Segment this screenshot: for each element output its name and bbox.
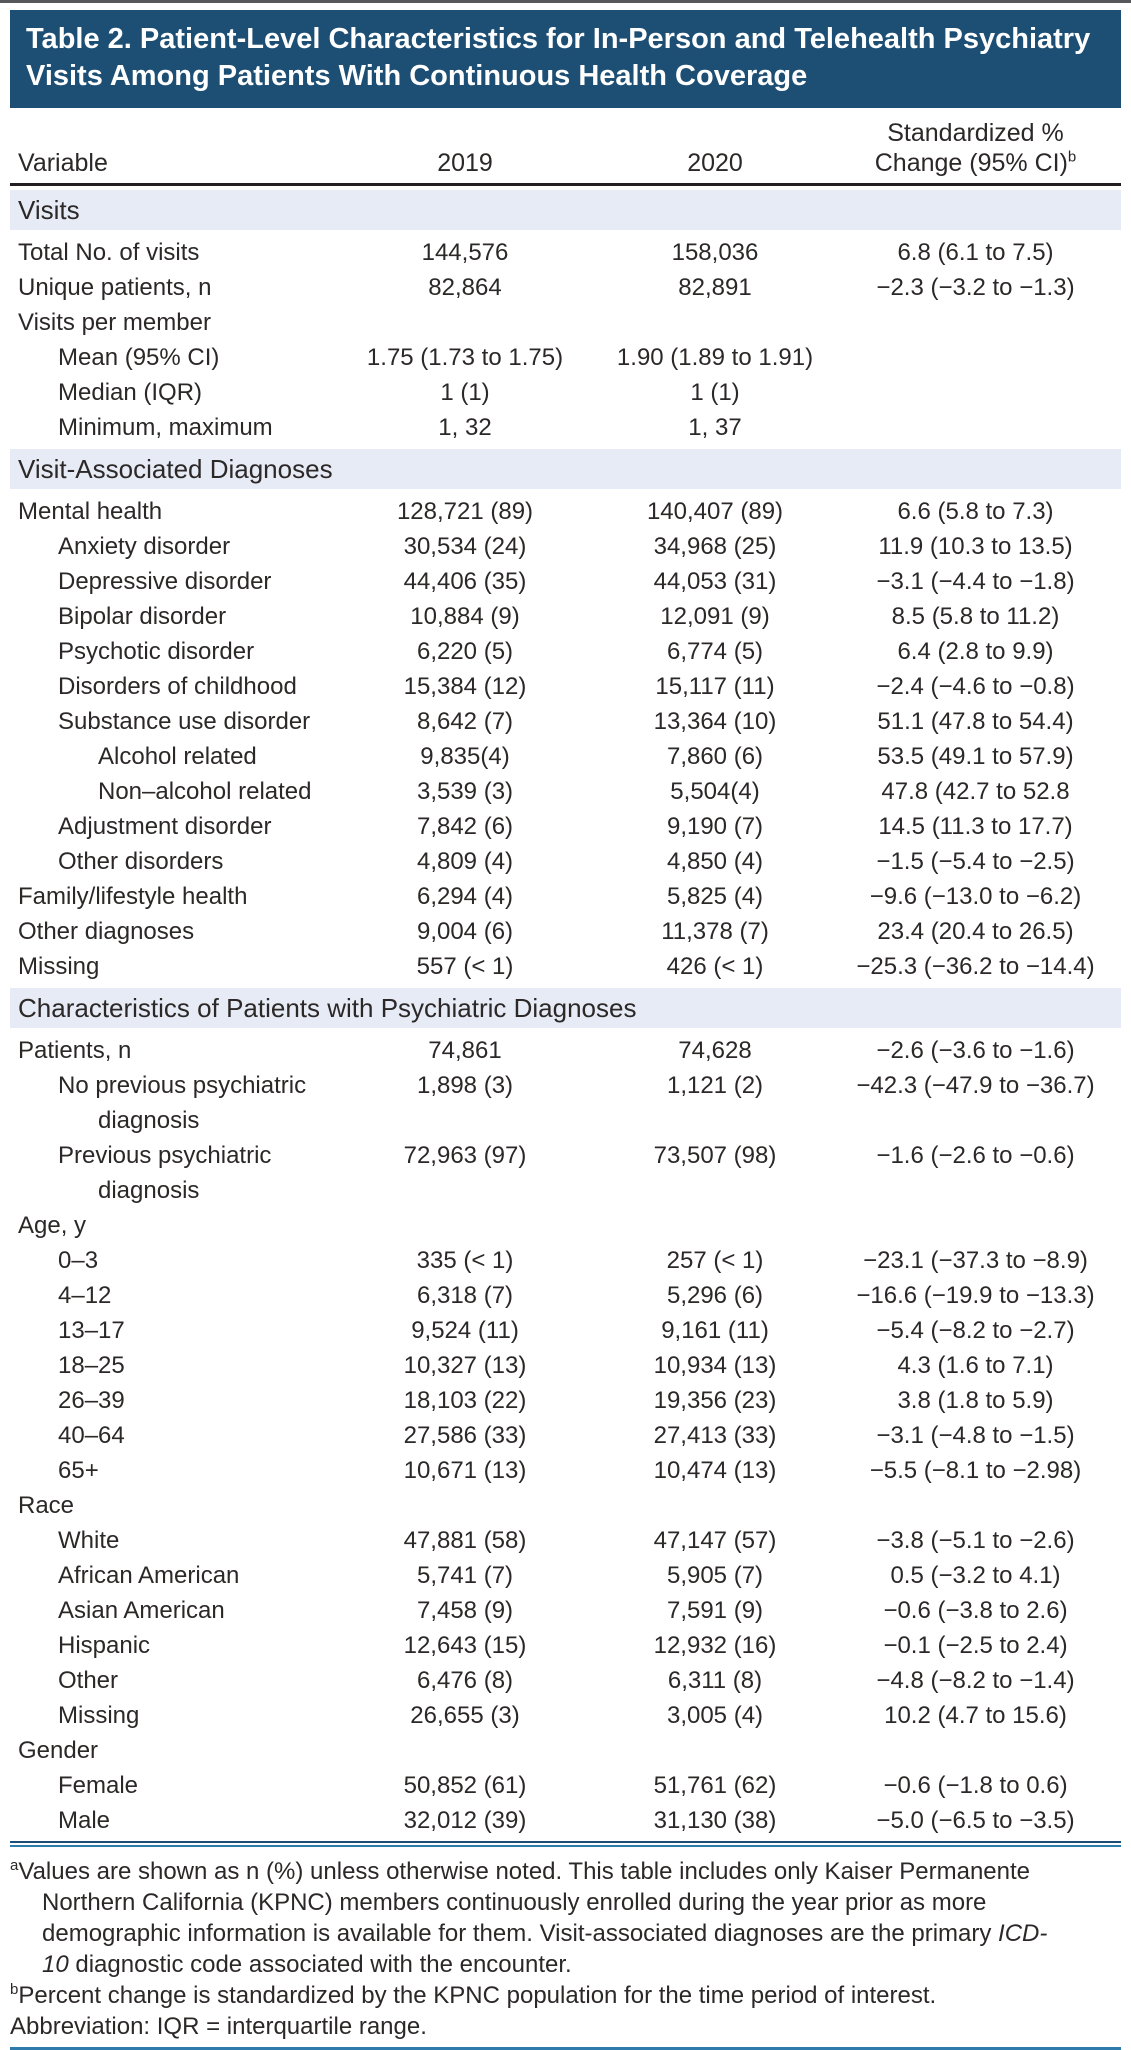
cell-2020: 31,130 (38) bbox=[653, 1807, 777, 1834]
footnote-b-marker: b bbox=[10, 1981, 19, 1998]
footnote-b-text: Percent change is standardized by the KPNC population for the time period of interest. bbox=[18, 1982, 937, 2009]
cell-2019: 1.75 (1.73 to 1.75) bbox=[366, 344, 564, 371]
section-header bbox=[10, 988, 1121, 1028]
section-rows bbox=[10, 235, 1121, 445]
column-header-change-line1: Standardized % bbox=[887, 119, 1064, 147]
table-row bbox=[10, 1138, 1121, 1208]
table-section bbox=[10, 988, 1121, 1838]
row-label: Psychotic disorder bbox=[58, 638, 255, 665]
table-row bbox=[10, 1523, 1121, 1558]
cell-2020: 1, 37 bbox=[688, 414, 742, 441]
cell-change: 6.8 (6.1 to 7.5) bbox=[897, 239, 1054, 266]
row-label: Alcohol related bbox=[98, 743, 257, 770]
cell-2019: 7,458 (9) bbox=[416, 1597, 514, 1624]
row-label: White bbox=[58, 1527, 120, 1554]
cell-2020: 12,091 (9) bbox=[660, 603, 770, 630]
cell-2019: 9,835(4) bbox=[420, 743, 510, 770]
cell-change: 3.8 (1.8 to 5.9) bbox=[897, 1387, 1054, 1414]
cell-change: −3.8 (−5.1 to −2.6) bbox=[876, 1527, 1075, 1554]
cell-change: −1.5 (−5.4 to −2.5) bbox=[876, 848, 1075, 875]
table-row bbox=[10, 340, 1121, 375]
table-row bbox=[10, 739, 1121, 774]
table-row bbox=[10, 844, 1121, 879]
table-row bbox=[10, 774, 1121, 809]
row-label: Hispanic bbox=[58, 1632, 151, 1659]
cell-2020: 1.90 (1.89 to 1.91) bbox=[616, 344, 814, 371]
row-label: Previous psychiatric diagnosis bbox=[58, 1142, 272, 1204]
cell-2020: 140,407 (89) bbox=[646, 498, 784, 525]
column-header-variable: Variable bbox=[18, 149, 108, 177]
cell-2020: 13,364 (10) bbox=[653, 708, 777, 735]
cell-2020: 27,413 (33) bbox=[653, 1422, 777, 1449]
footnote-a-text-end: diagnostic code associated with the encounter. bbox=[68, 1951, 572, 1978]
footnote-a-italic-term: ICD-10 bbox=[42, 1920, 1048, 1978]
table-row bbox=[10, 1208, 1121, 1243]
row-label: Median (IQR) bbox=[58, 379, 203, 406]
row-label: Minimum, maximum bbox=[58, 414, 273, 441]
table-row bbox=[10, 375, 1121, 410]
cell-2019: 72,963 (97) bbox=[403, 1142, 527, 1169]
table-row bbox=[10, 599, 1121, 634]
table-row bbox=[10, 1383, 1121, 1418]
row-label: No previous psychiatric diagnosis bbox=[58, 1072, 307, 1134]
table-row bbox=[10, 1348, 1121, 1383]
cell-2020: 12,932 (16) bbox=[653, 1632, 777, 1659]
cell-2019: 4,809 (4) bbox=[416, 848, 514, 875]
cell-2019: 12,643 (15) bbox=[403, 1632, 527, 1659]
column-header-2020: 2020 bbox=[687, 149, 743, 177]
table-row bbox=[10, 1068, 1121, 1138]
section-header-label: Visits bbox=[18, 195, 80, 225]
section-header bbox=[10, 190, 1121, 230]
cell-change: −5.5 (−8.1 to −2.98) bbox=[869, 1457, 1082, 1484]
row-label: 13–17 bbox=[58, 1317, 125, 1344]
row-label: Visits per member bbox=[18, 309, 211, 336]
cell-change: 0.5 (−3.2 to 4.1) bbox=[890, 1562, 1061, 1589]
cell-2019: 50,852 (61) bbox=[403, 1772, 527, 1799]
row-label: 65+ bbox=[58, 1457, 99, 1484]
cell-change: −2.3 (−3.2 to −1.3) bbox=[876, 274, 1075, 301]
cell-change: −23.1 (−37.3 to −8.9) bbox=[863, 1247, 1088, 1274]
table-row bbox=[10, 949, 1121, 984]
table-row bbox=[10, 1278, 1121, 1313]
table-row bbox=[10, 1803, 1121, 1838]
table-row bbox=[10, 410, 1121, 445]
row-label: Missing bbox=[18, 953, 100, 980]
row-label: Other bbox=[58, 1667, 119, 1694]
table-row bbox=[10, 704, 1121, 739]
cell-2020: 9,161 (11) bbox=[661, 1317, 769, 1344]
cell-2020: 426 (< 1) bbox=[666, 953, 764, 980]
cell-change: 14.5 (11.3 to 17.7) bbox=[878, 813, 1073, 840]
cell-2019: 9,004 (6) bbox=[416, 918, 514, 945]
row-label: Unique patients, n bbox=[18, 274, 212, 301]
cell-change: 11.9 (10.3 to 13.5) bbox=[878, 533, 1073, 560]
table-row bbox=[10, 1628, 1121, 1663]
column-header-change-footnote-marker: b bbox=[1067, 148, 1077, 166]
cell-2019: 557 (< 1) bbox=[416, 953, 514, 980]
table-row bbox=[10, 1593, 1121, 1628]
cell-2019: 82,864 bbox=[428, 274, 502, 301]
row-label: Age, y bbox=[18, 1212, 87, 1239]
cell-change: 6.6 (5.8 to 7.3) bbox=[897, 498, 1054, 525]
cell-change: −2.6 (−3.6 to −1.6) bbox=[876, 1037, 1075, 1064]
cell-2020: 19,356 (23) bbox=[653, 1387, 777, 1414]
table-row bbox=[10, 879, 1121, 914]
row-label: Non–alcohol related bbox=[98, 778, 312, 805]
table-title: Table 2. Patient-Level Characteristics for In-Person and Telehealth Psychiatry Visits Among Patients With Continuous Health Coverage bbox=[10, 10, 1121, 108]
cell-2019: 1 (1) bbox=[440, 379, 490, 406]
cell-2020: 10,474 (13) bbox=[653, 1457, 777, 1484]
cell-2019: 6,294 (4) bbox=[416, 883, 514, 910]
cell-2019: 128,721 (89) bbox=[396, 498, 534, 525]
cell-change: 47.8 (42.7 to 52.8 bbox=[881, 778, 1070, 805]
table-row bbox=[10, 669, 1121, 704]
table-content bbox=[10, 10, 1121, 2050]
cell-2019: 15,384 (12) bbox=[403, 673, 527, 700]
table-row bbox=[10, 1313, 1121, 1348]
cell-2019: 9,524 (11) bbox=[411, 1317, 519, 1344]
column-header-change-line2: Change (95% CI) bbox=[874, 149, 1068, 177]
cell-2019: 6,220 (5) bbox=[416, 638, 514, 665]
cell-2019: 44,406 (35) bbox=[403, 568, 527, 595]
footnote-a bbox=[10, 1856, 1058, 1980]
cell-2019: 1,898 (3) bbox=[416, 1072, 514, 1099]
footnote-abbreviation: Abbreviation: IQR = interquartile range. bbox=[10, 2013, 427, 2040]
cell-change: −5.0 (−6.5 to −3.5) bbox=[876, 1807, 1075, 1834]
cell-2019: 1, 32 bbox=[438, 414, 492, 441]
footnote-a-text: Values are shown as n (%) unless otherwise noted. This table includes only Kaiser Permanente Northern California (KPNC) members continuously enrolled during the year prior as more demographic information is available for them. Visit-associated diagnoses are the primary bbox=[18, 1858, 1030, 1947]
row-label: Asian American bbox=[58, 1597, 225, 1624]
row-label: Patients, n bbox=[18, 1037, 132, 1064]
row-label: Mean (95% CI) bbox=[58, 344, 220, 371]
cell-2019: 74,861 bbox=[428, 1037, 502, 1064]
table-row bbox=[10, 305, 1121, 340]
row-label: African American bbox=[58, 1562, 240, 1589]
cell-change: −0.6 (−1.8 to 0.6) bbox=[883, 1772, 1068, 1799]
section-rows bbox=[10, 494, 1121, 984]
table-row bbox=[10, 1243, 1121, 1278]
table-row bbox=[10, 914, 1121, 949]
cell-change: −5.4 (−8.2 to −2.7) bbox=[876, 1317, 1075, 1344]
page-top-rule bbox=[0, 0, 1131, 3]
table-section bbox=[10, 190, 1121, 445]
cell-2020: 11,378 (7) bbox=[661, 918, 769, 945]
cell-2019: 335 (< 1) bbox=[416, 1247, 514, 1274]
table-row bbox=[10, 1698, 1121, 1733]
row-label: Adjustment disorder bbox=[58, 813, 272, 840]
column-header-2019: 2019 bbox=[437, 149, 493, 177]
footnote-b bbox=[10, 1980, 1058, 2011]
footnote-a-marker: a bbox=[10, 1857, 19, 1874]
cell-2020: 34,968 (25) bbox=[653, 533, 777, 560]
cell-2019: 32,012 (39) bbox=[403, 1807, 527, 1834]
cell-change: −0.1 (−2.5 to 2.4) bbox=[883, 1632, 1068, 1659]
cell-2020: 257 (< 1) bbox=[666, 1247, 764, 1274]
cell-change: 10.2 (4.7 to 15.6) bbox=[884, 1702, 1067, 1729]
cell-2019: 26,655 (3) bbox=[410, 1702, 520, 1729]
row-label: Race bbox=[18, 1492, 75, 1519]
row-label: Depressive disorder bbox=[58, 568, 272, 595]
table-row bbox=[10, 1033, 1121, 1068]
cell-2020: 5,296 (6) bbox=[666, 1282, 764, 1309]
cell-change: 23.4 (20.4 to 26.5) bbox=[877, 918, 1074, 945]
cell-2020: 6,311 (8) bbox=[667, 1667, 763, 1694]
table-row bbox=[10, 270, 1121, 305]
table-row bbox=[10, 1488, 1121, 1523]
section-rows bbox=[10, 1033, 1121, 1838]
cell-change: −4.8 (−8.2 to −1.4) bbox=[876, 1667, 1075, 1694]
cell-2020: 82,891 bbox=[678, 274, 752, 301]
cell-2019: 47,881 (58) bbox=[403, 1527, 527, 1554]
cell-2019: 10,671 (13) bbox=[403, 1457, 527, 1484]
row-label: Anxiety disorder bbox=[58, 533, 231, 560]
cell-2020: 73,507 (98) bbox=[653, 1142, 777, 1169]
table-row bbox=[10, 564, 1121, 599]
cell-change: 4.3 (1.6 to 7.1) bbox=[897, 1352, 1054, 1379]
cell-2020: 7,860 (6) bbox=[666, 743, 764, 770]
cell-2020: 15,117 (11) bbox=[655, 673, 775, 700]
cell-change: −25.3 (−36.2 to −14.4) bbox=[856, 953, 1095, 980]
row-label: 40–64 bbox=[58, 1422, 125, 1449]
table-row bbox=[10, 1768, 1121, 1803]
footnotes bbox=[10, 1856, 1058, 2042]
row-label: 18–25 bbox=[58, 1352, 125, 1379]
cell-2020: 44,053 (31) bbox=[653, 568, 777, 595]
section-header-label: Characteristics of Patients with Psychiatric Diagnoses bbox=[18, 993, 637, 1023]
row-label: Substance use disorder bbox=[58, 708, 311, 735]
cell-change: −9.6 (−13.0 to −6.2) bbox=[869, 883, 1082, 910]
table-row bbox=[10, 1453, 1121, 1488]
cell-2020: 158,036 bbox=[671, 239, 759, 266]
cell-2019: 18,103 (22) bbox=[403, 1387, 527, 1414]
row-label: Male bbox=[58, 1807, 111, 1834]
cell-2020: 5,825 (4) bbox=[666, 883, 764, 910]
row-label: Total No. of visits bbox=[18, 239, 200, 266]
table-section bbox=[10, 449, 1121, 984]
row-label: Mental health bbox=[18, 498, 163, 525]
cell-2020: 4,850 (4) bbox=[666, 848, 764, 875]
cell-change: −2.4 (−4.6 to −0.8) bbox=[876, 673, 1075, 700]
cell-2020: 51,761 (62) bbox=[653, 1772, 777, 1799]
section-header bbox=[10, 449, 1121, 489]
cell-2019: 10,327 (13) bbox=[403, 1352, 527, 1379]
table-row bbox=[10, 809, 1121, 844]
cell-2019: 7,842 (6) bbox=[416, 813, 514, 840]
row-label: Family/lifestyle health bbox=[18, 883, 248, 910]
cell-2020: 74,628 bbox=[678, 1037, 752, 1064]
table-row bbox=[10, 235, 1121, 270]
cell-2019: 27,586 (33) bbox=[403, 1422, 527, 1449]
table-row bbox=[10, 1733, 1121, 1768]
cell-change: −1.6 (−2.6 to −0.6) bbox=[876, 1142, 1075, 1169]
table-row bbox=[10, 1418, 1121, 1453]
table-row bbox=[10, 634, 1121, 669]
row-label: Other disorders bbox=[58, 848, 224, 875]
cell-change: −0.6 (−3.8 to 2.6) bbox=[883, 1597, 1068, 1624]
cell-2020: 5,504(4) bbox=[670, 778, 760, 805]
cell-2020: 6,774 (5) bbox=[666, 638, 764, 665]
cell-2020: 10,934 (13) bbox=[653, 1352, 777, 1379]
cell-change: 6.4 (2.8 to 9.9) bbox=[897, 638, 1054, 665]
cell-2019: 144,576 bbox=[421, 239, 509, 266]
cell-2020: 5,905 (7) bbox=[666, 1562, 764, 1589]
cell-2020: 1,121 (2) bbox=[666, 1072, 764, 1099]
row-label: Bipolar disorder bbox=[58, 603, 227, 630]
cell-2020: 3,005 (4) bbox=[666, 1702, 764, 1729]
cell-change: 53.5 (49.1 to 57.9) bbox=[877, 743, 1074, 770]
cell-2019: 10,884 (9) bbox=[410, 603, 520, 630]
row-label: Other diagnoses bbox=[18, 918, 195, 945]
cell-change: −3.1 (−4.4 to −1.8) bbox=[876, 568, 1075, 595]
cell-change: 8.5 (5.8 to 11.2) bbox=[891, 603, 1060, 630]
column-header-row bbox=[10, 108, 1121, 186]
cell-2019: 6,476 (8) bbox=[416, 1667, 514, 1694]
section-header-label: Visit-Associated Diagnoses bbox=[18, 454, 333, 484]
table-row bbox=[10, 529, 1121, 564]
row-label: Missing bbox=[58, 1702, 140, 1729]
cell-2019: 3,539 (3) bbox=[416, 778, 514, 805]
cell-2020: 47,147 (57) bbox=[653, 1527, 777, 1554]
cell-2020: 9,190 (7) bbox=[666, 813, 764, 840]
row-label: Gender bbox=[18, 1737, 99, 1764]
table-row bbox=[10, 1663, 1121, 1698]
cell-2020: 1 (1) bbox=[690, 379, 740, 406]
cell-2019: 8,642 (7) bbox=[416, 708, 514, 735]
cell-change: −16.6 (−19.9 to −13.3) bbox=[856, 1282, 1095, 1309]
cell-change: −3.1 (−4.8 to −1.5) bbox=[876, 1422, 1075, 1449]
cell-change: 51.1 (47.8 to 54.4) bbox=[877, 708, 1074, 735]
table-row bbox=[10, 1558, 1121, 1593]
cell-2019: 30,534 (24) bbox=[403, 533, 527, 560]
table-body bbox=[10, 190, 1121, 1838]
cell-2019: 6,318 (7) bbox=[416, 1282, 514, 1309]
table-bottom-rule bbox=[10, 1841, 1121, 1847]
row-label: 26–39 bbox=[58, 1387, 125, 1414]
column-header-change bbox=[830, 118, 1121, 178]
row-label: Disorders of childhood bbox=[58, 673, 297, 700]
row-label: 4–12 bbox=[58, 1282, 112, 1309]
cell-2020: 7,591 (9) bbox=[666, 1597, 764, 1624]
row-label: 0–3 bbox=[58, 1247, 99, 1274]
row-label: Female bbox=[58, 1772, 139, 1799]
cell-change: −42.3 (−47.9 to −36.7) bbox=[856, 1072, 1095, 1099]
table-row bbox=[10, 494, 1121, 529]
cell-2019: 5,741 (7) bbox=[416, 1562, 514, 1589]
